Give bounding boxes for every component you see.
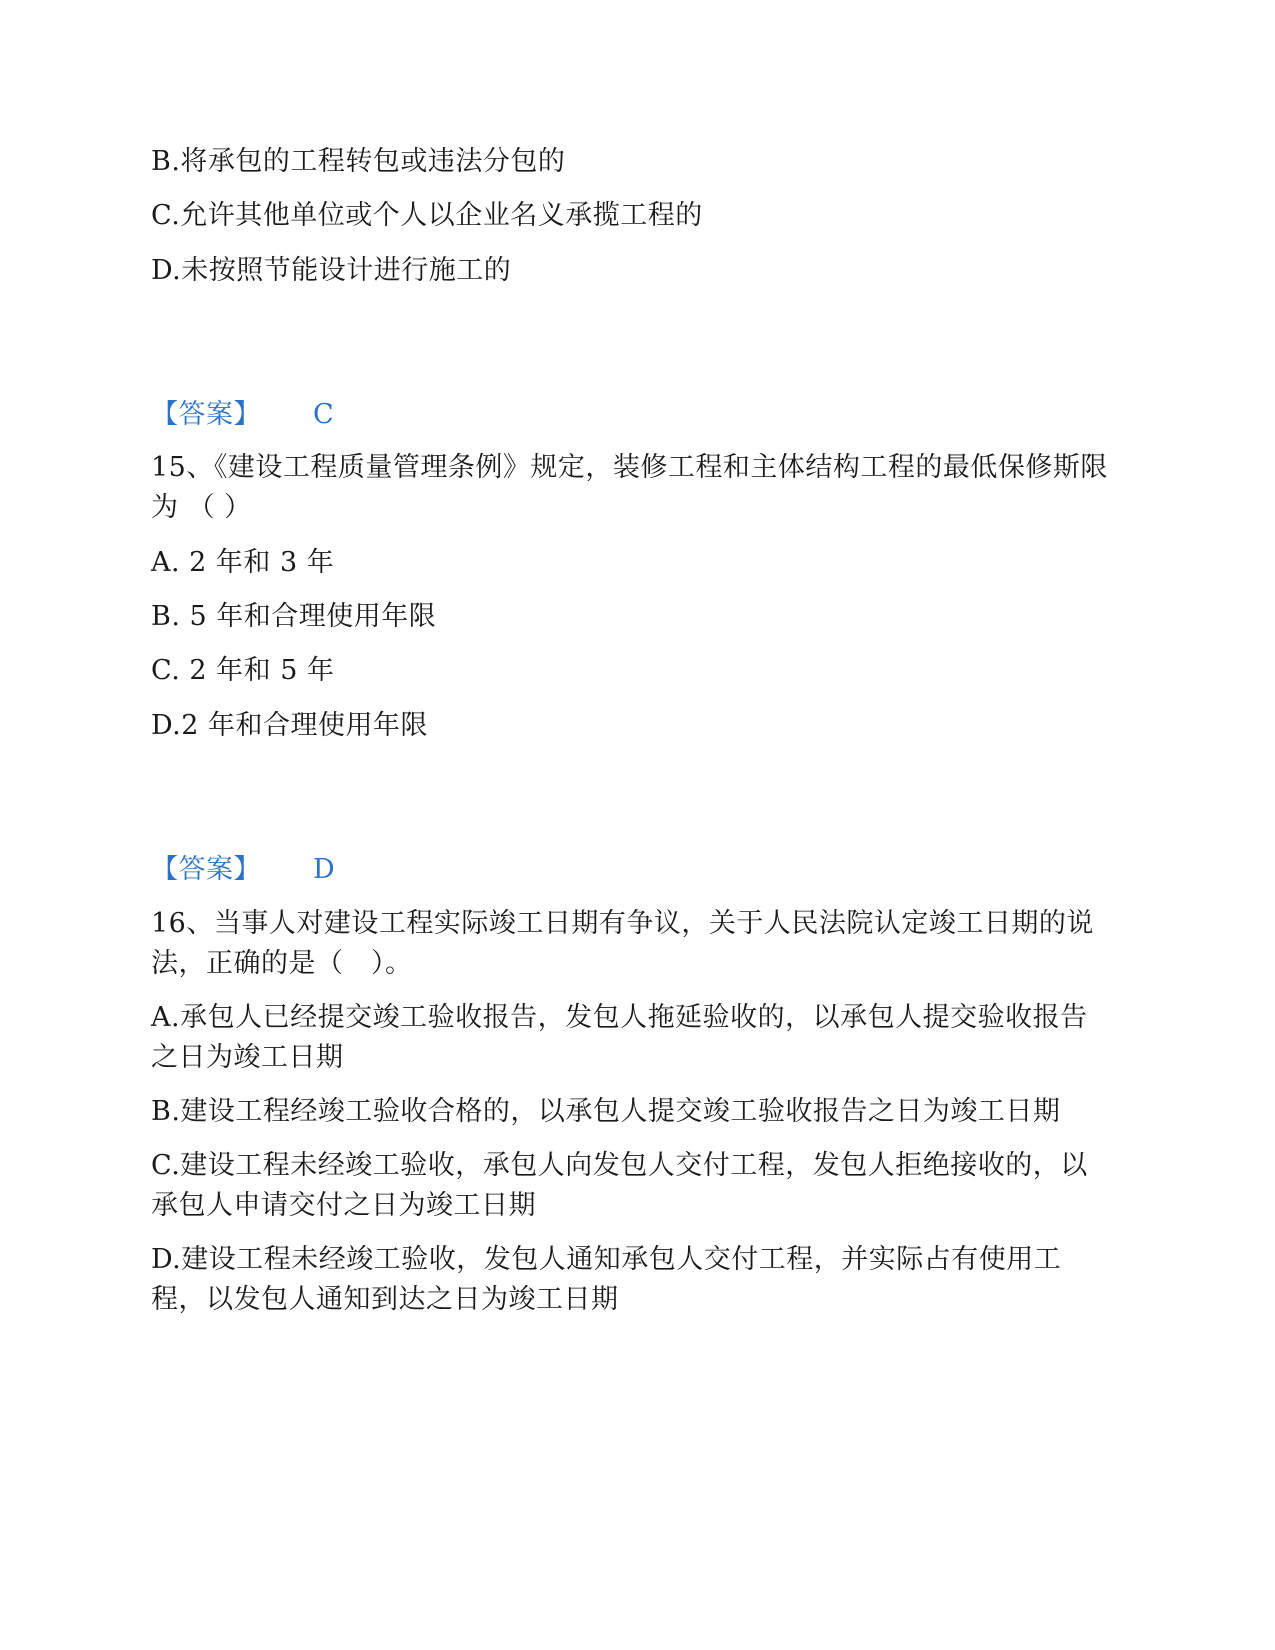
- q15-option-c: C. 2 年和 5 年: [151, 655, 335, 686]
- q16-option-d: D.建设工程未经竣工验收，发包人通知承包人交付工程，并实际占有使用工程，以发包人通知到达之日为竣工日期: [151, 1244, 1062, 1315]
- q16-option-c: C.建设工程未经竣工验收，承包人向发包人交付工程，发包人拒绝接收的，以承包人申请交付之日为竣工日期: [151, 1150, 1088, 1221]
- answer-label: 【答案】: [151, 399, 261, 430]
- q14-option-d: D.未按照节能设计进行施工的: [151, 255, 512, 286]
- q15-option-d: D.2 年和合理使用年限: [151, 710, 429, 741]
- q14-answer-row: [151, 395, 334, 435]
- q16-option-b: B.建设工程经竣工验收合格的，以承包人提交竣工验收报告之日为竣工日期: [151, 1096, 1061, 1127]
- answer-value: C: [313, 399, 335, 430]
- q15-option-b: B. 5 年和合理使用年限: [151, 601, 437, 632]
- q16-option-a: A.承包人已经提交竣工验收报告，发包人拖延验收的，以承包人提交验收报告之日为竣工日期: [151, 1002, 1088, 1073]
- q14-option-c: C.允许其他单位或个人以企业名义承揽工程的: [151, 200, 703, 231]
- answer-value: D: [313, 854, 336, 885]
- q14-option-b: B.将承包的工程转包或违法分包的: [151, 146, 566, 177]
- q15-option-a: A. 2 年和 3 年: [151, 547, 335, 578]
- q16-stem: 16、当事人对建设工程实际竣工日期有争议，关于人民法院认定竣工日期的说法，正确的是（ ）。: [151, 908, 1094, 979]
- q15-answer-row: [151, 850, 335, 890]
- answer-label: 【答案】: [151, 854, 261, 885]
- q15-stem: 15、《建设工程质量管理条例》规定，装修工程和主体结构工程的最低保修斯限为 （ ）: [151, 452, 1108, 523]
